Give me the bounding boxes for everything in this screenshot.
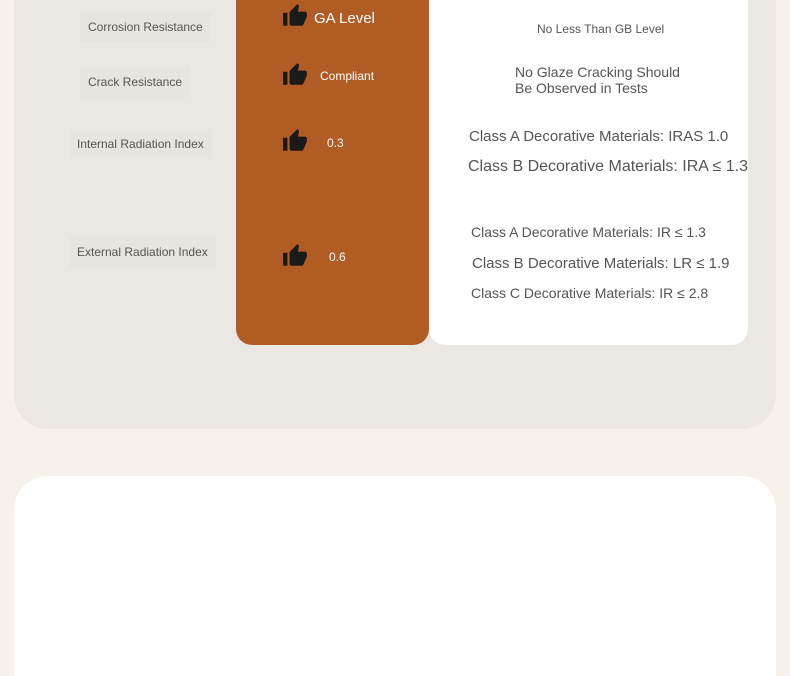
product-value-column [236,0,429,345]
next-section-panel [14,476,776,676]
thumbs-up-icon [282,3,308,29]
row-standard-corrosion-resistance: No Less Than GB Level [537,22,665,36]
row-value-crack-resistance: Compliant [320,69,375,83]
thumbs-up-icon [282,243,308,269]
row-standard-external-radiation-class-b: Class B Decorative Materials: LR ≤ 1.9 [472,255,730,272]
row-value-internal-radiation-index: 0.3 [327,136,344,150]
row-standard-crack-resistance [515,64,680,96]
row-standard-internal-radiation-class-a: Class A Decorative Materials: IRAS 1.0 [469,128,729,145]
standard-line: Be Observed in Tests [515,80,648,96]
row-label-crack-resistance: Crack Resistance [80,67,190,97]
row-label-internal-radiation-index: Internal Radiation Index [69,129,212,159]
row-value-external-radiation-index: 0.6 [329,250,346,264]
row-label-corrosion-resistance: Corrosion Resistance [80,12,211,42]
row-standard-external-radiation-class-a: Class A Decorative Materials: IR ≤ 1.3 [471,224,706,240]
standard-line: No Glaze Cracking Should [515,64,680,80]
row-standard-internal-radiation-class-b: Class B Decorative Materials: IRA ≤ 1.3 [468,158,748,175]
row-standard-external-radiation-class-c: Class C Decorative Materials: IR ≤ 2.8 [471,285,709,301]
thumbs-up-icon [282,128,308,154]
thumbs-up-icon [282,62,308,88]
row-value-corrosion-resistance: GA Level [314,10,375,27]
row-label-external-radiation-index: External Radiation Index [69,237,216,267]
